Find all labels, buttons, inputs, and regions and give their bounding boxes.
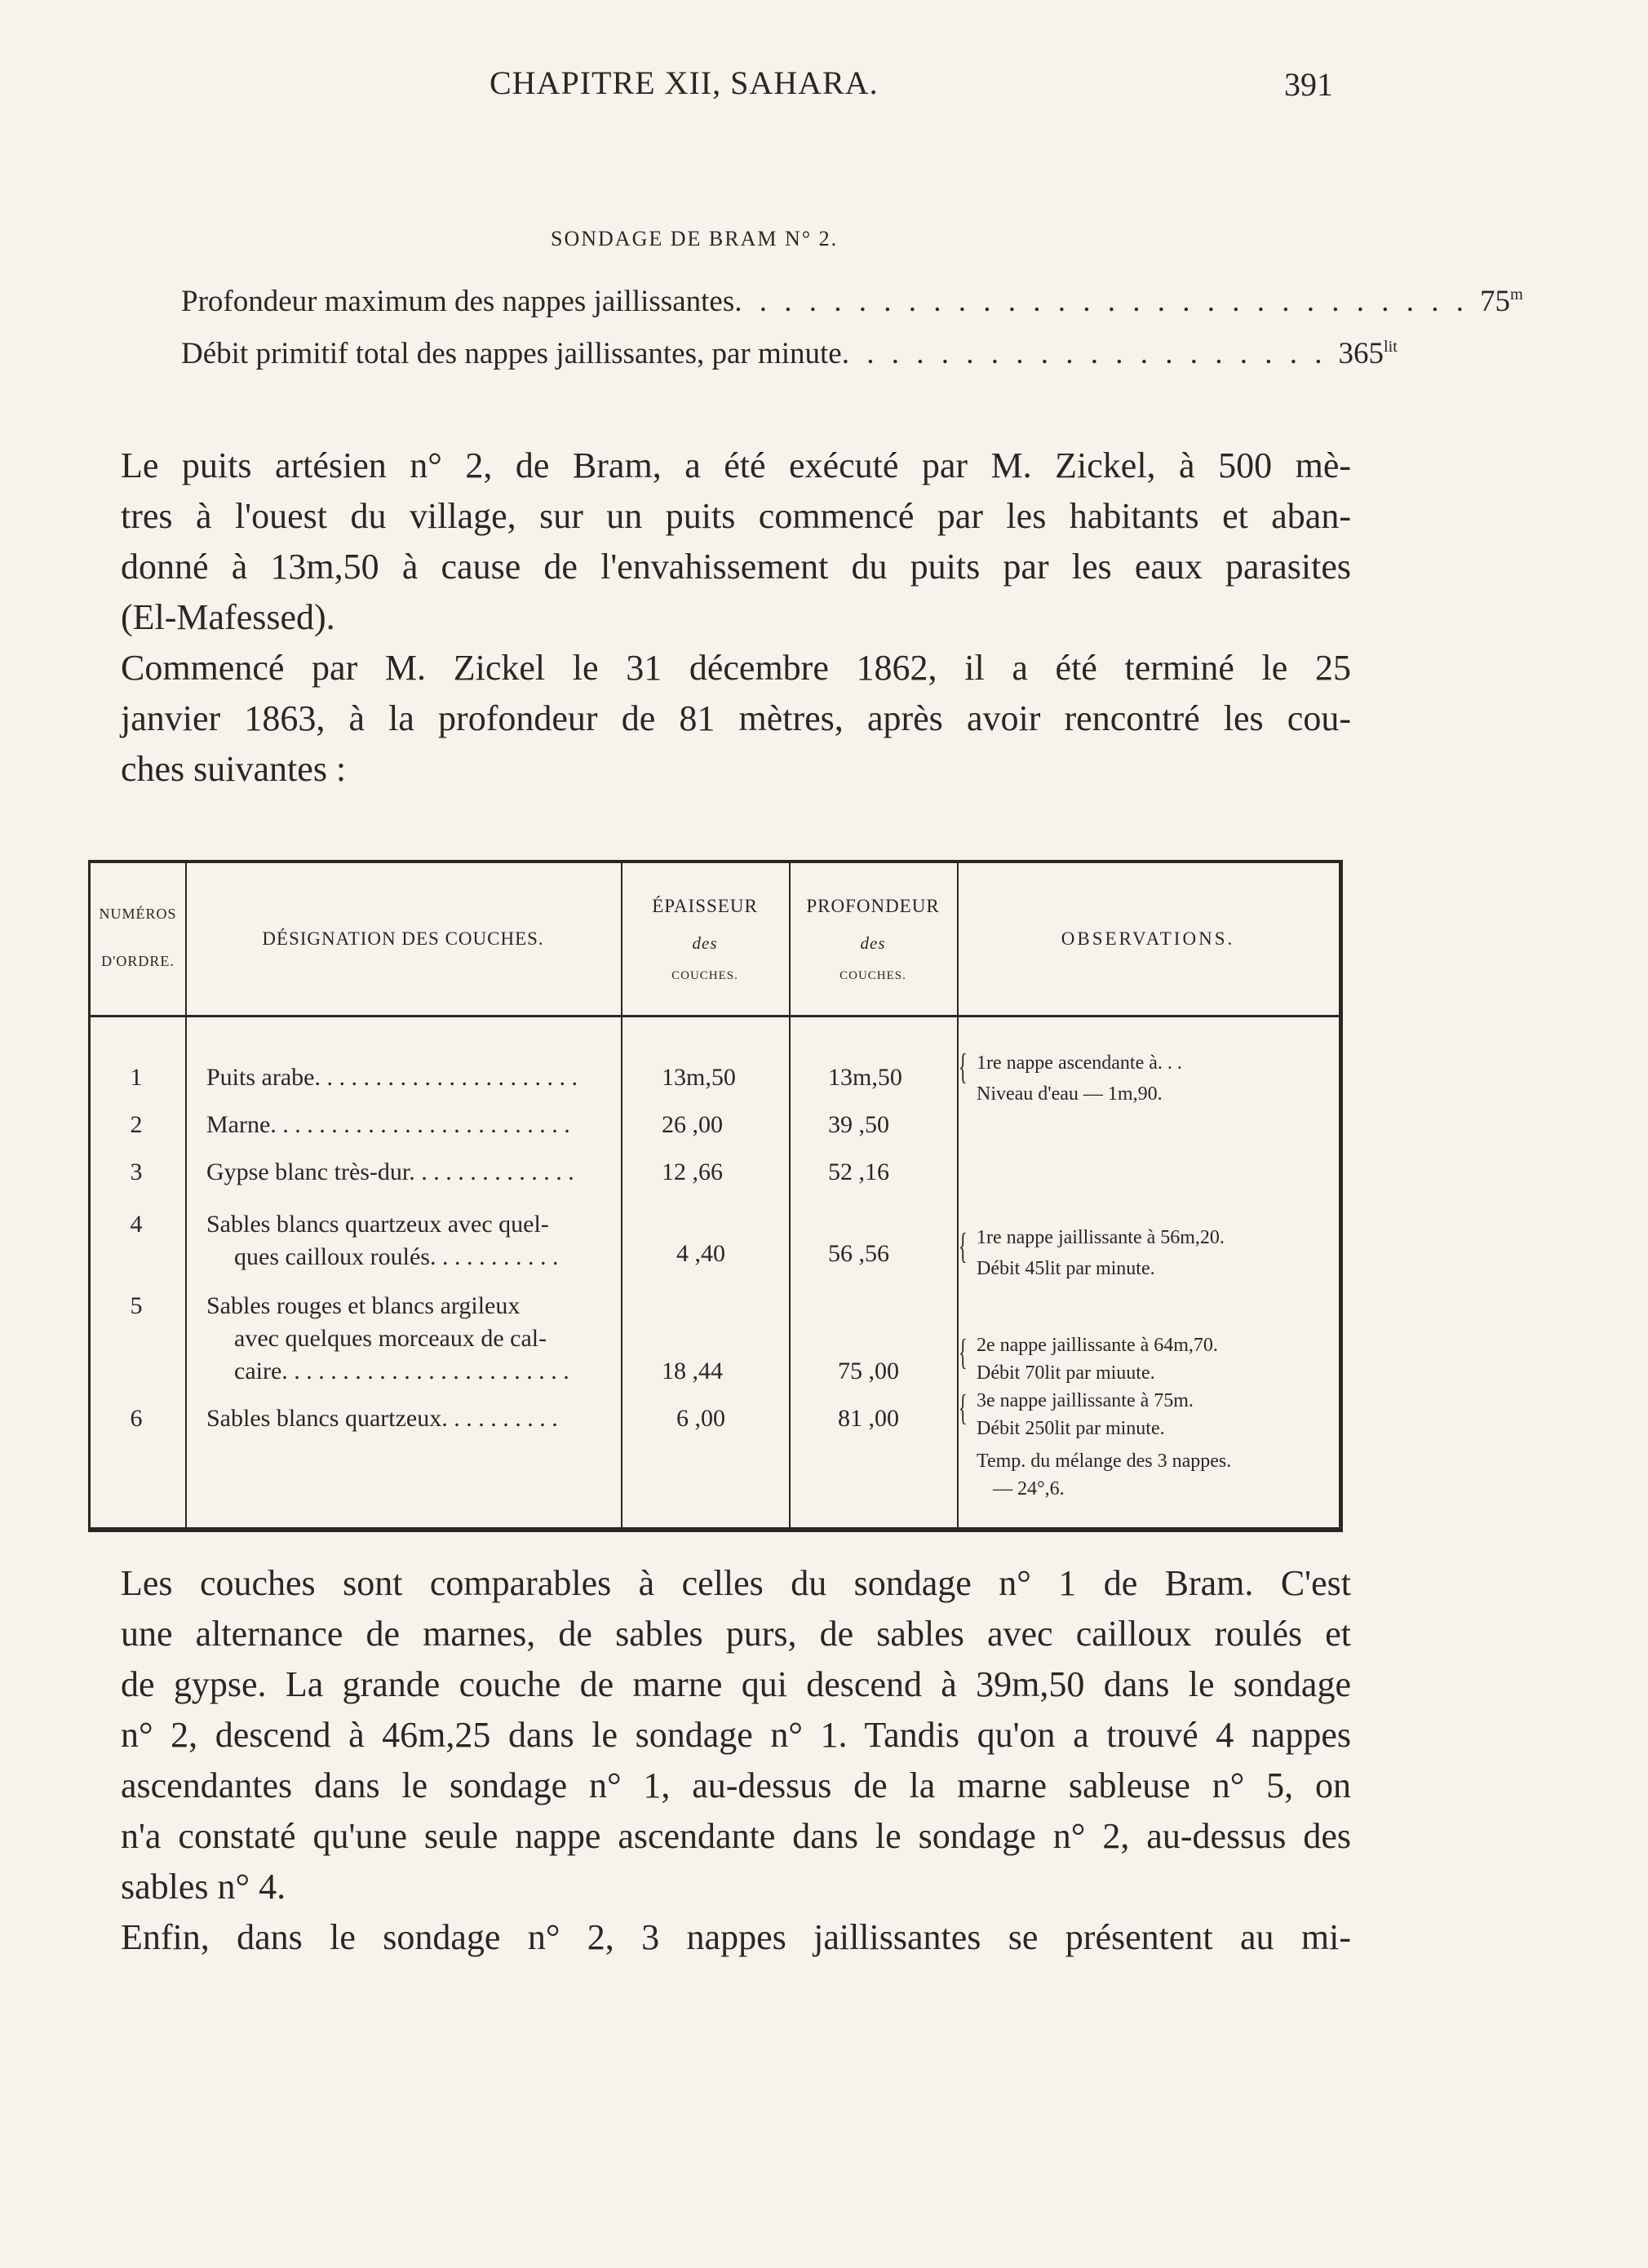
row-designation: Marne. . . . . . . . . . . . . . . . . . . . . . . . . [206,1111,570,1138]
row-designation-cont: ques cailloux roulés. . . . . . . . . . . [234,1243,559,1270]
row-epaisseur: 12 ,66 [662,1158,723,1185]
header-numeros: NUMÉROS [99,906,177,922]
text-line: de gypse. La grande couche de marne qui descend à 39m,50 dans le sondage [121,1664,1351,1704]
text-line: donné à 13m,50 à cause de l'envahissement du puits par les eaux parasites [121,547,1351,587]
observation: Débit 45lit par minute. [977,1258,1155,1279]
observation: 1re nappe ascendante à. . . [977,1052,1182,1074]
observation: Débit 250lit par minute. [977,1418,1165,1439]
row-designation: Gypse blanc très-dur. . . . . . . . . . . . . . [206,1158,574,1185]
summary-line-total-flow [181,336,1398,379]
summary-unit: lit [1383,337,1398,356]
page-header [0,64,1648,121]
text-line: n° 2, descend à 46m,25 dans le sondage n° 1. Tandis qu'on a trouvé 4 nappes [121,1715,1351,1755]
observation: Niveau d'eau — 1m,90. [977,1083,1163,1105]
closing-text [121,1558,1351,1963]
intro-text [121,441,1351,795]
running-title: CHAPITRE XII, SAHARA. [490,64,879,101]
row-profondeur: 39 ,50 [828,1111,889,1138]
row-num: 3 [130,1158,143,1185]
summary-value: 75 [1479,285,1510,318]
header-profondeur-des: des [860,933,886,953]
row-epaisseur: 18 ,44 [662,1358,723,1384]
row-profondeur: 13m,50 [828,1064,902,1091]
observation: 2e nappe jaillissante à 64m,70. [977,1335,1218,1356]
header-ordre: D'ORDRE. [101,953,175,969]
page-number: 391 [1284,66,1333,103]
row-epaisseur: 4 ,40 [676,1240,725,1267]
row-designation: Puits arabe. . . . . . . . . . . . . . . . . . . . . . [206,1064,578,1091]
text-line: (El-Mafessed). [121,597,335,637]
row-epaisseur: 26 ,00 [662,1111,723,1138]
row-num: 2 [130,1111,143,1138]
summary-value: 365 [1338,337,1384,370]
text-line: janvier 1863, à la profondeur de 81 mètres, après avoir rencontré les cou- [121,698,1351,738]
header-profondeur: PROFONDEUR [806,896,940,916]
text-line: sables n° 4. [121,1867,286,1907]
row-num: 5 [130,1292,143,1319]
header-profondeur-couches: COUCHES. [840,969,906,982]
text-line: ches suivantes : [121,749,347,789]
row-designation: Sables rouges et blancs argileux [206,1292,521,1319]
row-designation: Sables blancs quartzeux. . . . . . . . . . [206,1405,558,1432]
row-designation-cont: avec quelques morceaux de cal- [234,1325,547,1352]
text-line: Commencé par M. Zickel le 31 décembre 1862, il a été terminé le 25 [121,648,1351,688]
dot-leader: . . . . . . . . . . . . . . . . . . . . . . . . . . . . . . [734,285,1469,318]
observation: 1re nappe jaillissante à 56m,20. [977,1227,1225,1248]
row-designation: Sables blancs quartzeux avec quel- [206,1211,549,1238]
dot-leader: . . . . . . . . . . . . . . . . . . . . [841,337,1327,370]
strata-table: NUMÉROS D'ORDRE. DÉSIGNATION DES COUCHES. ÉPAISSEUR des COUCHES. PROFONDEUR des COUCHES. OBSERVATIONS. 1 Puits arabe. . . . . . . . . . . . . . . . . . . . . . 13m,50 13m,50 2 Marne. . . . . . . . . . . . . . . . . . . . . . . . . 26 ,00 39 ,50 3 Gypse blanc très-dur. . . . . . . . . . . . . . 12 ,66 52 ,16 4 Sables blancs quartzeux avec quel- ques cailloux roulés. . . . . . . . . . . 4 ,40 56 ,56 5 Sables rouges et blancs argileux avec quelques morceaux de cal- caire. . . . . . . . . . . . . . . . . . . . . . . . 18 ,44 75 ,00 6 Sables blancs quartzeux. . . . . . . . . . 6 ,00 81 ,00 { 1re nappe ascendante à. . . Niveau d'eau — 1m,90. { 1re nappe jaillissante à 56m,20. Débit 45lit par minute. { 2e nappe jaillissante à 64m,70. Débit 70lit par miuute. { 3e nappe jaillissante à 75m. Débit 250lit par minute. Temp. du mélange des 3 nappes. — 24°,6. [88,860,1343,1532]
summary-unit: m [1509,285,1523,303]
text-line: Les couches sont comparables à celles du sondage n° 1 de Bram. C'est [121,1563,1351,1603]
header-designation: DÉSIGNATION DES COUCHES. [262,928,544,949]
observation: — 24°,6. [993,1478,1065,1499]
row-profondeur: 75 ,00 [838,1358,899,1384]
section-title: SONDAGE DE BRAM N° 2. [551,227,839,250]
row-profondeur: 81 ,00 [838,1405,899,1432]
header-epaisseur: ÉPAISSEUR [652,896,758,916]
observation: Débit 70lit par miuute. [977,1362,1155,1384]
row-designation-cont: caire. . . . . . . . . . . . . . . . . . . . . . . . [234,1358,569,1384]
text-line: Le puits artésien n° 2, de Bram, a été exécuté par M. Zickel, à 500 mè- [121,445,1351,485]
observation: 3e nappe jaillissante à 75m. [977,1390,1194,1411]
text-line: Enfin, dans le sondage n° 2, 3 nappes jaillissantes se présentent au mi- [121,1917,1351,1957]
text-line: ascendantes dans le sondage n° 1, au-dessus de la marne sableuse n° 5, on [121,1765,1351,1805]
text-line: n'a constaté qu'une seule nappe ascendante dans le sondage n° 2, au-dessus des [121,1816,1351,1856]
summary-label: Débit primitif total des nappes jaillissantes, par minute [181,337,842,370]
row-epaisseur: 6 ,00 [676,1405,725,1432]
row-profondeur: 56 ,56 [828,1240,889,1267]
row-epaisseur: 13m,50 [662,1064,736,1091]
summary-line-max-depth [181,284,1523,326]
row-num: 4 [130,1211,143,1238]
observation: Temp. du mélange des 3 nappes. [977,1451,1232,1472]
text-line: une alternance de marnes, de sables purs, de sables avec cailloux roulés et [121,1614,1351,1654]
header-observations: OBSERVATIONS. [1061,928,1235,949]
summary-label: Profondeur maximum des nappes jaillissantes [181,285,735,318]
header-epaisseur-des: des [692,933,718,953]
row-profondeur: 52 ,16 [828,1158,889,1185]
text-line: tres à l'ouest du village, sur un puits commencé par les habitants et aban- [121,496,1351,536]
row-num: 6 [130,1405,143,1432]
row-num: 1 [130,1064,143,1091]
header-epaisseur-couches: COUCHES. [671,969,738,982]
